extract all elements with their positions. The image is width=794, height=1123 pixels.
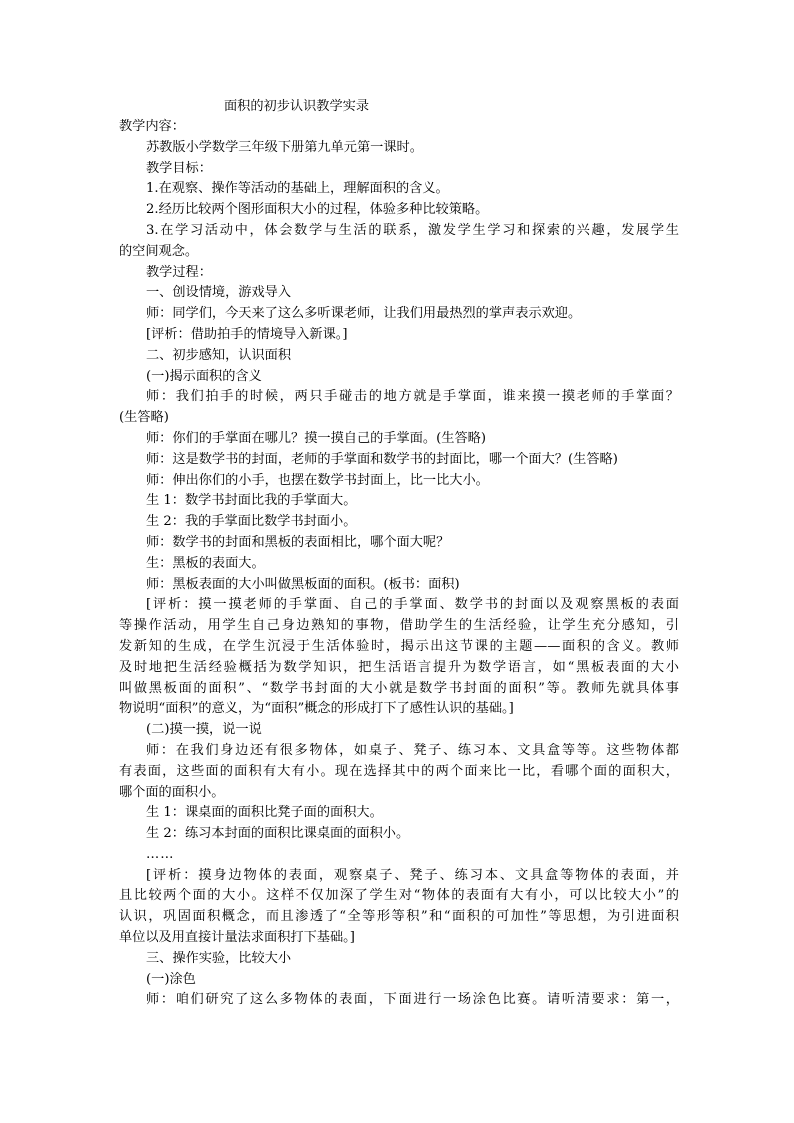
dialogue-line: 师：在我们身边还有很多物体，如桌子、凳子、练习本、文具盒等等。这些物体都 xyxy=(146,742,679,758)
dialogue-line: 生 1：课桌面的面积比凳子面的面积大。 xyxy=(146,805,383,821)
commentary-line: 发新知的生成，在学生沉浸于生活体验时，揭示出这节课的主题——面积的含义。教师 xyxy=(119,638,679,654)
commentary-line: 单位以及用直接计量法求面积打下基础。] xyxy=(119,930,355,946)
commentary-line: 且比较两个面的大小。这样不仅加深了学生对“物体的表面有大有小，可以比较大小”的 xyxy=(119,888,679,904)
part-heading: 二、初步感知，认识面积 xyxy=(146,347,292,363)
dialogue-line: 师：伸出你们的小手，也摆在数学书封面上，比一比大小。 xyxy=(146,472,489,488)
goal-item-continued: 的空间观念。 xyxy=(119,243,199,259)
dialogue-line: 师：这是数学书的封面，老师的手掌面和数学书的封面比，哪一个面大？(生答略) xyxy=(146,451,618,467)
dialogue-line: 师：同学们，今天来了这么多听课老师，让我们用最热烈的掌声表示欢迎。 xyxy=(146,306,582,322)
goal-item: 3.在学习活动中，体会数学与生活的联系，激发学生学习和探索的兴趣，发展学生 xyxy=(146,222,679,238)
dialogue-line: 有表面，这些面的面积有大有小。现在选择其中的两个面来比一比，看哪个面的面积大， xyxy=(119,763,679,779)
commentary-line: 认识，巩固面积概念，而且渗透了“全等形等积”和“面积的可加性”等思想，为引进面积 xyxy=(119,909,679,925)
paragraph-line: 苏教版小学数学三年级下册第九单元第一课时。 xyxy=(146,139,423,155)
dialogue-line: 师：你们的手掌面在哪儿？摸一摸自己的手掌面。(生答略) xyxy=(146,430,486,446)
section-heading-process: 教学过程： xyxy=(146,264,212,280)
dialogue-line: 师：数学书的封面和黑板的表面相比，哪个面大呢？ xyxy=(146,534,450,550)
dialogue-line: 师：我们拍手的时候，两只手碰击的地方就是手掌面，谁来摸一摸老师的手掌面？ xyxy=(146,389,679,405)
section-heading-goals: 教学目标： xyxy=(146,160,212,176)
dialogue-line: 生 2：练习本封面的面积比课桌面的面积小。 xyxy=(146,826,410,842)
commentary-line: 等操作活动，用学生自己身边熟知的事物，借助学生的生活经验，让学生充分感知，引 xyxy=(119,618,679,634)
dialogue-line: 生 1：数学书封面比我的手掌面大。 xyxy=(146,493,357,509)
dialogue-line: 哪个面的面积小。 xyxy=(119,784,225,800)
goal-item: 2.经历比较两个图形面积大小的过程，体验多种比较策略。 xyxy=(146,202,489,218)
part-heading: 一、创设情境，游戏导入 xyxy=(146,285,292,301)
goal-item: 1.在观察、操作等活动的基础上，理解面积的含义。 xyxy=(146,181,449,197)
commentary-line: [评析：摸身边物体的表面，观察桌子、凳子、练习本、文具盒等物体的表面，并 xyxy=(146,867,679,883)
commentary-line: [评析：借助拍手的情境导入新课。] xyxy=(146,326,348,342)
ellipsis-line: …… xyxy=(146,846,175,862)
sub-heading: (一)涂色 xyxy=(146,971,196,987)
dialogue-line: 生：黑板的表面大。 xyxy=(146,555,265,571)
part-heading: 三、操作实验，比较大小 xyxy=(146,950,292,966)
commentary-line: 及时地把生活经验概括为数学知识，把生活语言提升为数学语言，如“黑板表面的大小 xyxy=(119,659,679,675)
dialogue-line-continued: (生答略) xyxy=(119,410,169,426)
sub-heading: (二)摸一摸，说一说 xyxy=(146,722,262,738)
dialogue-line: 生 2：我的手掌面比数学书封面小。 xyxy=(146,514,357,530)
dialogue-line: 师：黑板表面的大小叫做黑板面的面积。(板书：面积) xyxy=(146,576,460,592)
commentary-line: 物说明“面积”的意义，为“面积”概念的形成打下了感性认识的基础。] xyxy=(119,701,514,717)
section-heading-content: 教学内容： xyxy=(119,119,185,134)
document-body xyxy=(119,117,679,1011)
sub-heading: (一)揭示面积的含义 xyxy=(146,368,262,384)
document-title: 面积的初步认识教学实录 xyxy=(224,99,370,114)
commentary-line: 叫做黑板面的面积”、“数学书封面的大小就是数学书封面的面积”等。教师先就具体事 xyxy=(119,680,679,696)
dialogue-line: 师：咱们研究了这么多物体的表面，下面进行一场涂色比赛。请听清要求：第一， xyxy=(146,992,679,1008)
commentary-line: [评析：摸一摸老师的手掌面、自己的手掌面、数学书的封面以及观察黑板的表面 xyxy=(146,597,679,613)
